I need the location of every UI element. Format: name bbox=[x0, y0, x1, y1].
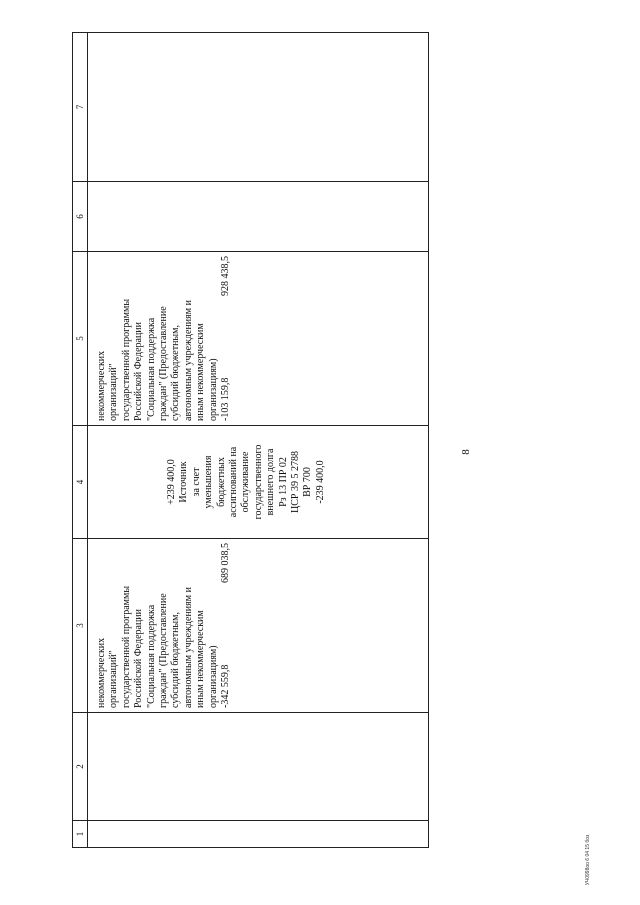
text-line: организациям) bbox=[207, 358, 219, 421]
col3-amounts bbox=[220, 543, 232, 708]
text-line: организаций" bbox=[108, 650, 120, 708]
text-line: некоммерческих bbox=[96, 350, 107, 421]
header-col-3: 3 bbox=[73, 539, 88, 713]
text-line: организаций" bbox=[108, 363, 120, 421]
text-line: субсидий бюджетным, bbox=[170, 612, 182, 708]
cell-col-1 bbox=[88, 821, 429, 848]
header-col-2: 2 bbox=[73, 713, 88, 821]
text-line: "Социальная поддержка bbox=[145, 604, 157, 708]
text-line: Российской Федерации bbox=[133, 608, 145, 708]
table-row bbox=[88, 33, 429, 848]
cell-col-6 bbox=[88, 182, 429, 252]
cell-col-5 bbox=[88, 252, 429, 426]
col4-increase-value: +239 400,0 bbox=[166, 459, 177, 505]
text-line: иным некоммерческим bbox=[195, 323, 207, 421]
col3-total-value: 689 038,5 bbox=[220, 543, 232, 583]
text-line: автономным учреждениям и bbox=[182, 587, 194, 708]
text-line: ассигнований на bbox=[228, 446, 240, 518]
header-col-7: 7 bbox=[73, 33, 88, 182]
col5-amounts bbox=[220, 256, 232, 421]
text-line: государственной программы bbox=[120, 298, 132, 421]
text-line: за счет bbox=[190, 467, 202, 497]
amendments-table bbox=[72, 32, 429, 848]
col3-change-value: -342 559,8 bbox=[220, 664, 232, 708]
text-line: внешнего долга bbox=[265, 448, 277, 516]
col4-decrease-value: -239 400,0 bbox=[314, 460, 326, 504]
header-row bbox=[73, 33, 88, 848]
text-line: граждан" (Предоставление bbox=[158, 593, 170, 708]
text-line: некоммерческих bbox=[96, 637, 107, 708]
col5-total-value: 928 438,5 bbox=[220, 256, 232, 296]
header-col-4: 4 bbox=[73, 426, 88, 539]
cell-col-7 bbox=[88, 33, 429, 182]
text-line: организациям) bbox=[207, 645, 219, 708]
col3-text bbox=[88, 543, 232, 708]
text-line: ВР 700 bbox=[302, 467, 314, 497]
text-line: Источник bbox=[178, 461, 190, 503]
header-col-5: 5 bbox=[73, 252, 88, 426]
text-line: бюджетных bbox=[215, 457, 227, 507]
text-line: Российской Федерации bbox=[133, 321, 145, 421]
cell-col-3 bbox=[88, 539, 429, 713]
header-col-6: 6 bbox=[73, 182, 88, 252]
text-line: государственного bbox=[252, 444, 264, 520]
text-line: Рз 13 ПР 02 bbox=[277, 457, 289, 507]
text-line: иным некоммерческим bbox=[195, 610, 207, 708]
cell-col-4 bbox=[88, 426, 429, 539]
text-line: субсидий бюджетным, bbox=[170, 325, 182, 421]
text-line: обслуживание bbox=[240, 451, 252, 513]
col5-change-value: -103 159,8 bbox=[220, 377, 232, 421]
text-line: ЦСР 39 5 2788 bbox=[290, 451, 302, 513]
text-line: "Социальная поддержка bbox=[145, 317, 157, 421]
document-code-footnote: УЧ0998оо 6 04 15 боз bbox=[585, 834, 591, 886]
text-line: уменьшения bbox=[203, 455, 215, 509]
cell-col-2 bbox=[88, 713, 429, 821]
rotated-table-wrapper bbox=[72, 33, 429, 848]
page-number: 8 bbox=[460, 449, 472, 455]
text-line: государственной программы bbox=[120, 585, 132, 708]
text-line: граждан" (Предоставление bbox=[158, 306, 170, 421]
text-line: автономным учреждениям и bbox=[182, 300, 194, 421]
col5-text bbox=[88, 256, 232, 421]
header-col-1: 1 bbox=[73, 821, 88, 848]
